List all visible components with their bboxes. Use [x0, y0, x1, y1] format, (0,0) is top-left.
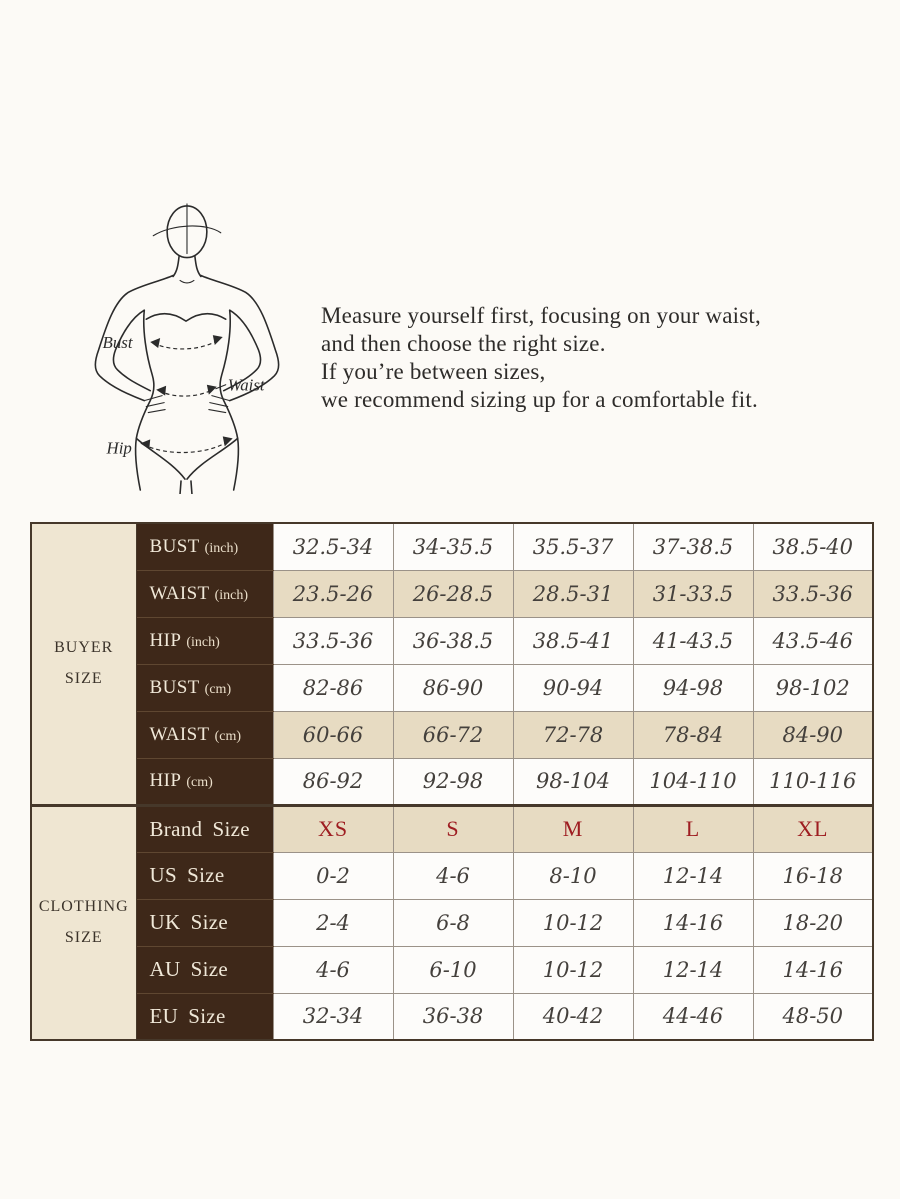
size-value-hip-cm-col4: 104-110	[633, 758, 753, 805]
size-value-waist-cm-col1: 60-66	[273, 711, 393, 758]
table-row-eu-size	[31, 993, 873, 1040]
section-label-buyer-size	[31, 523, 136, 805]
row-label-uk-size	[136, 899, 273, 946]
size-value-bust-inch-col2: 34-35.5	[393, 523, 513, 570]
row-label-hip-cm	[136, 758, 273, 805]
size-value-waist-inch-col4: 31-33.5	[633, 570, 753, 617]
row-label-text: AU Size	[149, 957, 228, 981]
hip-measure-line	[143, 440, 229, 452]
table-row-uk-size	[31, 899, 873, 946]
size-value-brand-size-col5: XL	[753, 805, 873, 852]
size-value-us-size-col4: 12-14	[633, 852, 753, 899]
size-value-waist-inch-col2: 26-28.5	[393, 570, 513, 617]
table-row-hip-inch	[31, 617, 873, 664]
size-value-waist-cm-col5: 84-90	[753, 711, 873, 758]
size-value-us-size-col3: 8-10	[513, 852, 633, 899]
row-label-unit: (cm)	[186, 775, 213, 790]
waist-arrow-right	[207, 385, 217, 395]
size-value-waist-cm-col3: 72-78	[513, 711, 633, 758]
instruction-line-1: Measure yourself first, focusing on your waist,	[321, 303, 761, 328]
size-value-hip-inch-col4: 41-43.5	[633, 617, 753, 664]
row-label-text: WAIST	[149, 582, 210, 604]
table-row-waist-cm	[31, 711, 873, 758]
section-label-clothing-size	[31, 805, 136, 1040]
table-row-bust-inch	[31, 523, 873, 570]
row-label-us-size	[136, 852, 273, 899]
bust-label: Bust	[102, 332, 133, 352]
size-value-eu-size-col1: 32-34	[273, 993, 393, 1040]
bodice-neckline	[146, 314, 225, 321]
size-value-hip-cm-col3: 98-104	[513, 758, 633, 805]
instruction-line-2: and then choose the right size.	[321, 331, 606, 356]
row-label-text: US Size	[149, 863, 225, 887]
table-row-waist-inch	[31, 570, 873, 617]
row-label-unit: (cm)	[204, 681, 232, 697]
section-label-line: BUYER	[54, 639, 114, 657]
sizing-instructions	[321, 302, 881, 414]
table-row-bust-cm	[31, 664, 873, 711]
row-label-brand-size	[136, 805, 273, 852]
row-label-bust-inch	[136, 523, 273, 570]
hip-arrow-left	[140, 439, 150, 449]
size-value-eu-size-col5: 48-50	[753, 993, 873, 1040]
waist-label: Waist	[227, 375, 265, 395]
figure-sketch	[60, 196, 310, 494]
row-label-text: EU Size	[149, 1003, 226, 1028]
row-label-unit: (inch)	[214, 587, 248, 603]
size-value-hip-inch-col1: 33.5-36	[273, 617, 393, 664]
size-value-waist-inch-col3: 28.5-31	[513, 570, 633, 617]
row-label-text: WAIST	[149, 723, 210, 745]
measurement-figure-illustration	[60, 196, 310, 494]
size-value-hip-inch-col3: 38.5-41	[513, 617, 633, 664]
size-value-brand-size-col4: L	[633, 805, 753, 852]
row-label-text: HIP	[149, 770, 182, 791]
section-label-line: SIZE	[64, 928, 103, 946]
size-value-au-size-col5: 14-16	[753, 946, 873, 993]
row-label-waist-inch	[136, 570, 273, 617]
table-row-hip-cm	[31, 758, 873, 805]
size-value-eu-size-col3: 40-42	[513, 993, 633, 1040]
row-label-text: Brand Size	[149, 816, 250, 841]
section-label-line: SIZE	[64, 669, 103, 687]
size-value-brand-size-col3: M	[513, 805, 633, 852]
size-value-eu-size-col2: 36-38	[393, 993, 513, 1040]
size-value-us-size-col1: 0-2	[273, 852, 393, 899]
size-value-uk-size-col1: 2-4	[273, 899, 393, 946]
instruction-line-4: we recommend sizing up for a comfortable fit.	[321, 387, 758, 412]
size-value-au-size-col1: 4-6	[273, 946, 393, 993]
size-value-hip-cm-col2: 92-98	[393, 758, 513, 805]
row-label-eu-size	[136, 993, 273, 1040]
row-label-bust-cm	[136, 664, 273, 711]
size-value-waist-cm-col4: 78-84	[633, 711, 753, 758]
waist-arrow-left	[156, 386, 166, 396]
size-value-us-size-col5: 16-18	[753, 852, 873, 899]
instruction-line-3: If you’re between sizes,	[321, 359, 546, 384]
row-label-unit: (cm)	[214, 728, 241, 744]
size-value-waist-cm-col2: 66-72	[393, 711, 513, 758]
size-value-au-size-col2: 6-10	[393, 946, 513, 993]
size-value-bust-cm-col4: 94-98	[633, 664, 753, 711]
size-value-bust-inch-col5: 38.5-40	[753, 523, 873, 570]
left-hand	[144, 396, 165, 413]
size-value-bust-cm-col2: 86-90	[393, 664, 513, 711]
row-label-text: BUST	[149, 535, 200, 557]
size-value-uk-size-col4: 14-16	[633, 899, 753, 946]
size-value-hip-cm-col1: 86-92	[273, 758, 393, 805]
size-value-brand-size-col2: S	[393, 805, 513, 852]
row-label-unit: (inch)	[204, 540, 239, 556]
size-value-hip-inch-col5: 43.5-46	[753, 617, 873, 664]
bust-measure-line	[153, 339, 220, 349]
size-value-uk-size-col2: 6-8	[393, 899, 513, 946]
size-value-bust-cm-col1: 82-86	[273, 664, 393, 711]
size-value-waist-inch-col5: 33.5-36	[753, 570, 873, 617]
size-table	[30, 522, 874, 1041]
size-value-hip-cm-col5: 110-116	[753, 758, 873, 805]
bust-arrow-left	[150, 338, 160, 348]
bust-arrow-right	[213, 335, 223, 345]
size-value-brand-size-col1: XS	[273, 805, 393, 852]
waist-measure-line	[159, 389, 214, 396]
size-value-bust-cm-col5: 98-102	[753, 664, 873, 711]
right-hand	[209, 396, 230, 413]
size-value-eu-size-col4: 44-46	[633, 993, 753, 1040]
table-row-us-size	[31, 852, 873, 899]
table-row-au-size	[31, 946, 873, 993]
size-value-bust-inch-col4: 37-38.5	[633, 523, 753, 570]
row-label-unit: (inch)	[186, 634, 220, 650]
size-value-us-size-col2: 4-6	[393, 852, 513, 899]
size-table-body	[31, 523, 873, 1040]
row-label-au-size	[136, 946, 273, 993]
size-value-bust-inch-col3: 35.5-37	[513, 523, 633, 570]
size-value-bust-inch-col1: 32.5-34	[273, 523, 393, 570]
hip-arrow-right	[223, 436, 233, 446]
row-label-text: BUST	[149, 676, 200, 698]
row-label-waist-cm	[136, 711, 273, 758]
size-value-au-size-col4: 12-14	[633, 946, 753, 993]
row-label-hip-inch	[136, 617, 273, 664]
section-label-line: CLOTHING	[38, 898, 129, 916]
size-value-bust-cm-col3: 90-94	[513, 664, 633, 711]
hip-label: Hip	[106, 438, 132, 458]
size-value-uk-size-col3: 10-12	[513, 899, 633, 946]
table-row-brand-size	[31, 805, 873, 852]
size-value-hip-inch-col2: 36-38.5	[393, 617, 513, 664]
row-label-text: UK Size	[149, 910, 228, 934]
size-value-waist-inch-col1: 23.5-26	[273, 570, 393, 617]
row-label-text: HIP	[149, 629, 182, 651]
size-value-uk-size-col5: 18-20	[753, 899, 873, 946]
size-value-au-size-col3: 10-12	[513, 946, 633, 993]
